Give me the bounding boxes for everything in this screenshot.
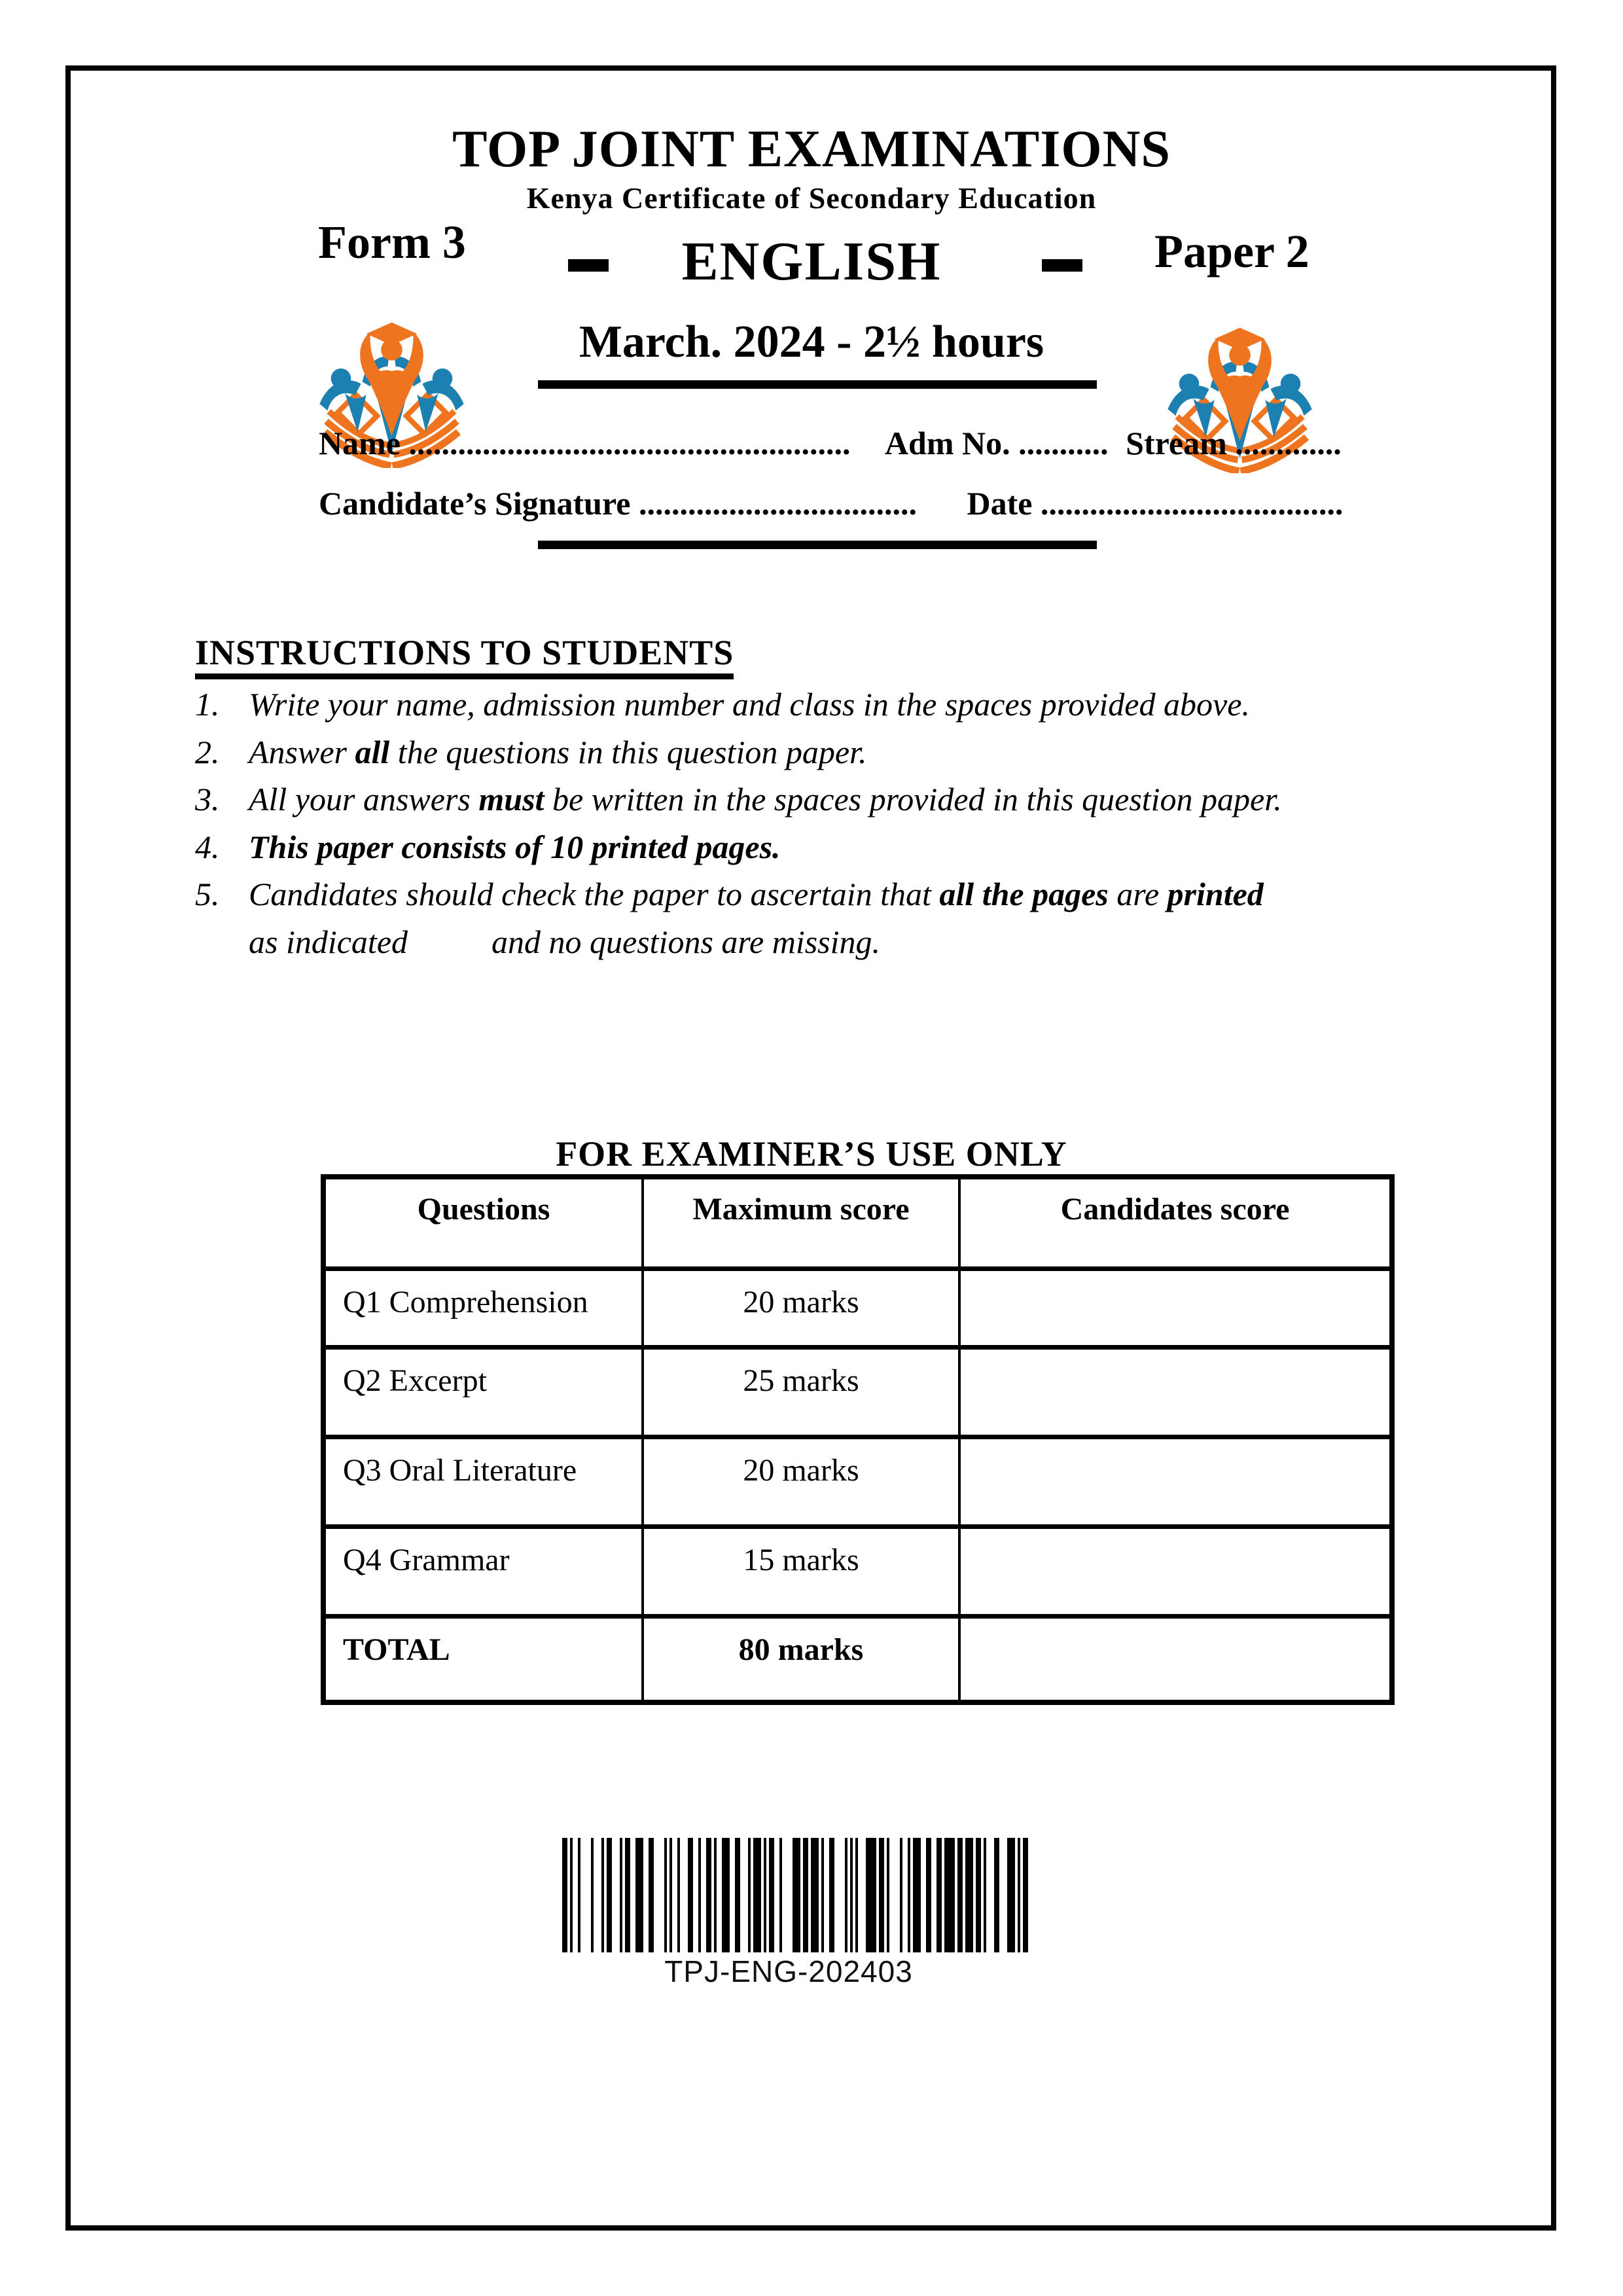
dash-left-icon (568, 259, 609, 272)
exam-subtitle: Kenya Certificate of Secondary Education (526, 181, 1097, 215)
name-field-row (319, 427, 1379, 459)
row-q4-max: 15 marks (641, 1524, 958, 1614)
item-text: Write your name, admission number and class in the spaces provided above. (249, 686, 1250, 723)
row-q3-max: 20 marks (641, 1435, 958, 1524)
column-header-max-score: Maximum score (641, 1179, 958, 1266)
row-q2-label: Q2 Excerpt (326, 1345, 641, 1435)
barcode-caption: TPJ-ENG-202403 (664, 1954, 913, 1988)
session-line: March. 2024 - 2½ hours (579, 317, 1044, 367)
signature-label: Candidate’s Signature (319, 485, 631, 522)
examiner-heading: FOR EXAMINER’S USE ONLY (556, 1134, 1067, 1174)
signature-dots-line: .................................. (638, 485, 917, 522)
examiner-table (321, 1174, 1395, 1705)
row-total-score (958, 1614, 1389, 1700)
name-label: Name (319, 425, 401, 461)
dash-right-icon (1042, 259, 1082, 272)
stream-label: Stream (1126, 425, 1227, 461)
instruction-item-5 (195, 877, 1386, 912)
row-q1-max: 20 marks (641, 1266, 958, 1345)
barcode-block (562, 1838, 1016, 1986)
instruction-item-1 (195, 687, 1386, 722)
item-number: 4. (195, 828, 220, 865)
name-dots-line: ...................................................... (408, 425, 851, 461)
date-dots-line: ..................................... (1040, 485, 1344, 522)
instruction-item-5-continued (195, 925, 1386, 960)
paper-number: Paper 2 (1154, 225, 1310, 278)
row-q1-score (958, 1266, 1389, 1345)
item-text: as indicated and no questions are missing. (249, 923, 881, 960)
barcode-bars (562, 1838, 1015, 1952)
stream-dots-line: ............. (1235, 425, 1342, 461)
form-level: Form 3 (318, 216, 466, 268)
header-rule-top (538, 380, 1097, 389)
adm-no-dots-line: ........... (1018, 425, 1109, 461)
row-q3-label: Q3 Oral Literature (326, 1435, 641, 1524)
date-label: Date (967, 485, 1033, 522)
row-q4-score (958, 1524, 1389, 1614)
instruction-item-4 (195, 830, 1386, 865)
adm-no-label: Adm No. (884, 425, 1010, 461)
item-number: 3. (195, 781, 220, 817)
item-text: Answer all the questions in this question paper. (249, 733, 867, 770)
instructions-list (195, 687, 1386, 972)
item-text: All your answers must be written in the spaces provided in this question paper. (249, 781, 1282, 817)
instructions-heading: INSTRUCTIONS TO STUDENTS (195, 635, 734, 679)
item-number: 2. (195, 733, 220, 770)
subject-title: ENGLISH (681, 231, 942, 292)
header-rule-bottom (538, 541, 1097, 549)
column-header-candidates-score: Candidates score (958, 1179, 1389, 1266)
exam-title: TOP JOINT EXAMINATIONS (452, 120, 1171, 178)
signature-field-row (319, 487, 1379, 520)
row-q3-score (958, 1435, 1389, 1524)
instruction-item-3 (195, 782, 1386, 817)
item-number: 1. (195, 686, 220, 723)
row-q2-score (958, 1345, 1389, 1435)
instruction-item-2 (195, 735, 1386, 770)
row-total-label: TOTAL (326, 1614, 641, 1700)
row-q1-label: Q1 Comprehension (326, 1266, 641, 1345)
row-q4-label: Q4 Grammar (326, 1524, 641, 1614)
column-header-questions: Questions (417, 1192, 550, 1227)
item-text: This paper consists of 10 printed pages. (249, 828, 781, 865)
row-q2-max: 25 marks (641, 1345, 958, 1435)
item-text: Candidates should check the paper to ascertain that all the pages are printed (249, 876, 1264, 912)
row-total-max: 80 marks (641, 1614, 958, 1700)
item-number: 5. (195, 876, 220, 912)
